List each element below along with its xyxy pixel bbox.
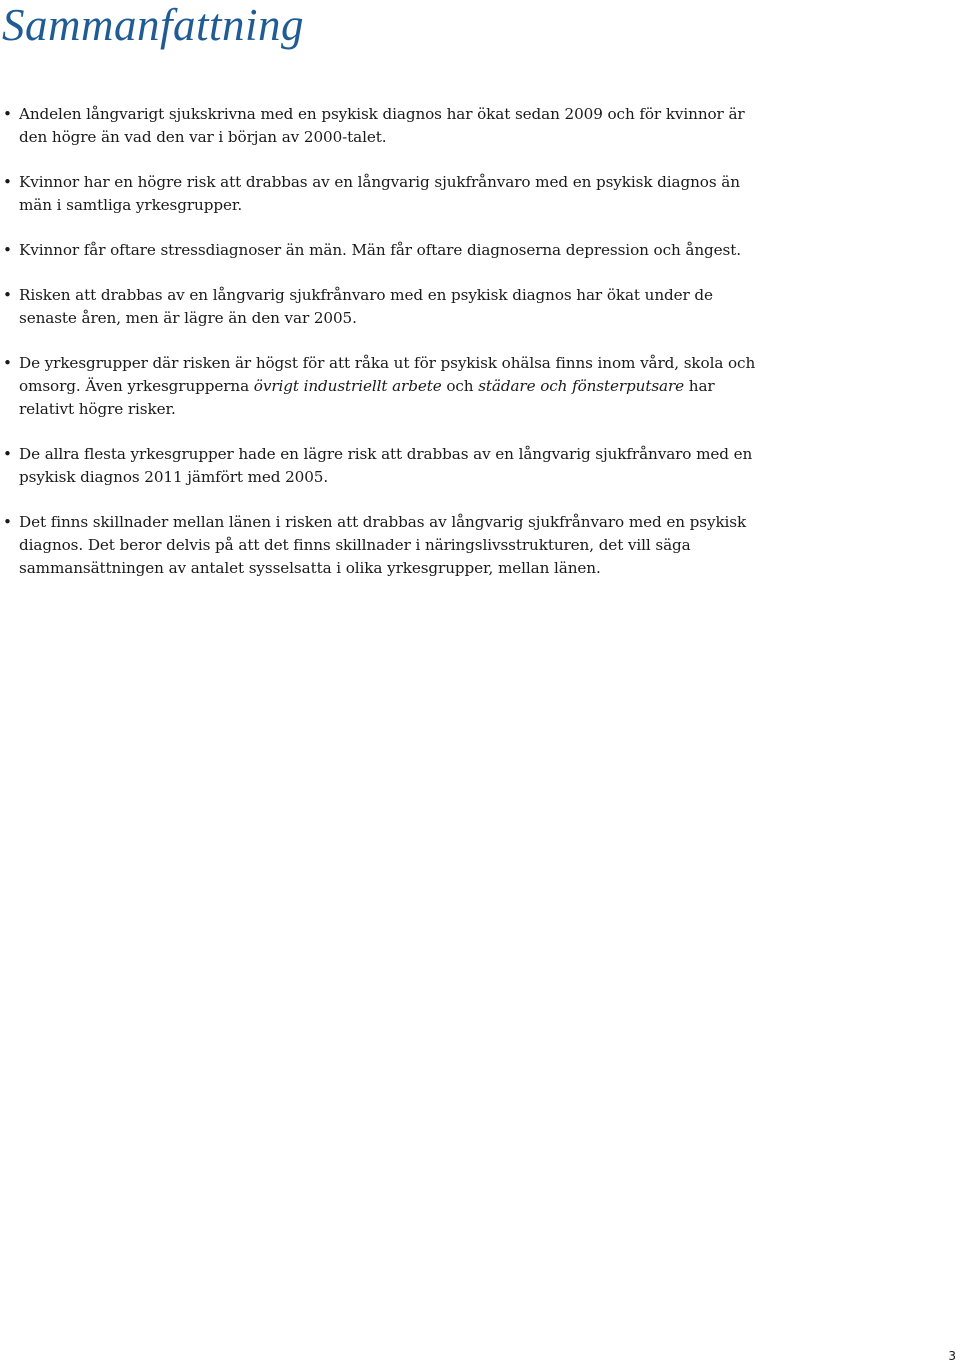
- summary-item-6: [0, 443, 760, 489]
- summary-item-text: Andelen långvarigt sjukskrivna med en psykisk diagnos har ökat sedan 2009 och för kvinnor är den högre än vad den var i början av 2000-talet.: [19, 105, 745, 146]
- summary-item-text: Det finns skillnader mellan länen i risken att drabbas av långvarig sjukfrånvaro med en psykisk diagnos. Det beror delvis på att det finns skillnader i näringslivsstrukturen, det vill säga sammansättningen av antalet sysselsatta i olika yrkesgrupper, mellan länen.: [19, 513, 747, 577]
- bullet-icon: •: [3, 445, 12, 463]
- summary-item-text: De yrkesgrupper där risken är högst för att råka ut för psykisk ohälsa finns inom vård, skola och omsorg. Även yrkesgrupperna: [19, 354, 756, 395]
- summary-item-7: [0, 511, 760, 580]
- summary-item-text: Risken att drabbas av en långvarig sjukfrånvaro med en psykisk diagnos har ökat under de senaste åren, men är lägre än den var 2005.: [19, 286, 713, 327]
- bullet-icon: •: [3, 286, 12, 304]
- summary-list: [0, 103, 760, 602]
- summary-item-3: [0, 239, 760, 262]
- summary-item-italic-text: städare och fönsterputsare: [478, 377, 685, 395]
- summary-item-2: [0, 171, 760, 217]
- summary-item-text: De allra flesta yrkesgrupper hade en lägre risk att drabbas av en långvarig sjukfrånvaro med en psykisk diagnos 2011 jämfört med 2005.: [19, 445, 753, 486]
- page-title: Sammanfattning: [2, 0, 305, 50]
- summary-item-text: Kvinnor har en högre risk att drabbas av en långvarig sjukfrånvaro med en psykisk diagnos än män i samtliga yrkesgrupper.: [19, 173, 740, 214]
- page-number: 3: [948, 1349, 956, 1363]
- bullet-icon: •: [3, 105, 12, 123]
- summary-item-text: Kvinnor får oftare stressdiagnoser än män. Män får oftare diagnoserna depression och ångest.: [19, 241, 741, 259]
- bullet-icon: •: [3, 241, 12, 259]
- summary-item-text: och: [441, 377, 479, 395]
- summary-item-5: [0, 352, 760, 421]
- bullet-icon: •: [3, 173, 12, 191]
- summary-item-1: [0, 103, 760, 149]
- bullet-icon: •: [3, 354, 12, 372]
- summary-item-italic-text: övrigt industriellt arbete: [253, 377, 442, 395]
- summary-item-4: [0, 284, 760, 330]
- bullet-icon: •: [3, 513, 12, 531]
- summary-item-text: har relativt högre risker.: [19, 377, 715, 418]
